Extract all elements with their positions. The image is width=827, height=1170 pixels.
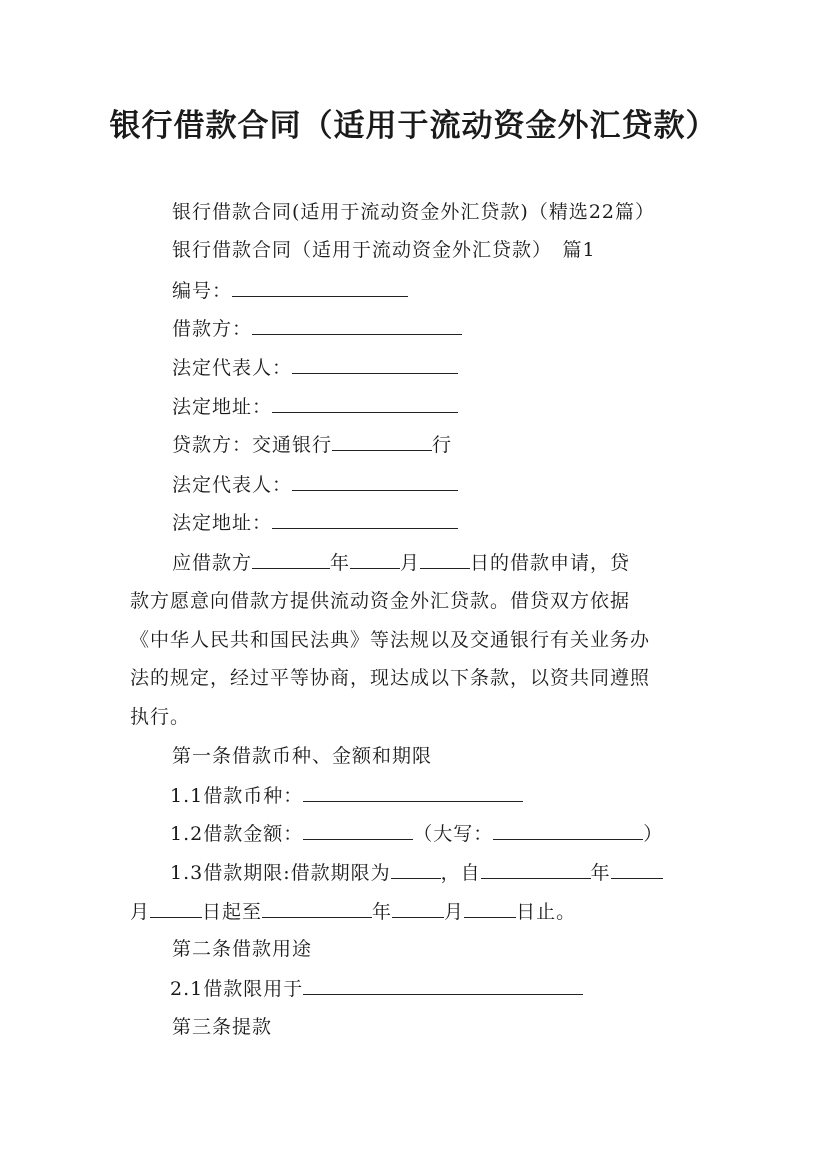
start-year-blank [481, 860, 591, 879]
start-month-label: 月 [130, 901, 151, 923]
borrower-blank [252, 316, 462, 335]
lender-branch-blank [332, 432, 432, 451]
start-day-label: 日起至 [202, 901, 263, 923]
address-blank-2 [272, 510, 458, 529]
term-length-blank [391, 860, 441, 879]
application-name-blank [252, 550, 330, 569]
purpose-label: 2.1借款限用于 [170, 978, 304, 1000]
end-day-blank [464, 899, 516, 918]
address-label-1: 法定地址： [172, 396, 273, 418]
legal-rep-field-2 [172, 472, 458, 497]
start-month-blank [611, 860, 663, 879]
legal-rep-label-2: 法定代表人： [172, 474, 293, 496]
term-from: ，自 [440, 862, 481, 884]
lender-field [172, 432, 452, 457]
intro-line-3: 《中华人民共和国民法典》等法规以及交通银行有关业务办 [130, 629, 651, 651]
address-field-1 [172, 394, 458, 419]
start-year-label: 年 [590, 862, 611, 884]
currency-label: 1.1借款币种： [170, 785, 304, 807]
end-day-label: 日止。 [516, 901, 577, 923]
intro-text: 应借款方 [172, 552, 253, 574]
amount-blank [303, 821, 413, 840]
end-year-blank [262, 899, 372, 918]
currency-blank [303, 783, 523, 802]
application-year-blank [350, 550, 400, 569]
legal-rep-blank-2 [292, 472, 458, 491]
address-label-2: 法定地址： [172, 512, 273, 534]
article-2-heading: 第二条借款用途 [172, 938, 313, 960]
legal-rep-label-1: 法定代表人： [172, 357, 293, 379]
end-month-label: 月 [444, 901, 465, 923]
clause-1-1 [170, 783, 523, 808]
clause-1-3-cont [130, 899, 576, 924]
legal-rep-blank-1 [292, 355, 458, 374]
lender-suffix: 行 [432, 434, 453, 456]
clause-1-3 [170, 860, 663, 885]
legal-rep-field-1 [172, 355, 458, 380]
section-heading: 银行借款合同（适用于流动资金外汇贷款） 篇1 [172, 239, 596, 261]
address-blank-1 [272, 394, 458, 413]
intro-line-4: 法的规定，经过平等协商，现达成以下条款，以资共同遵照 [130, 667, 651, 689]
article-3-heading: 第三条提款 [172, 1016, 273, 1038]
amount-close-paren: ） [643, 823, 664, 845]
number-blank [232, 278, 408, 297]
application-month-blank [420, 550, 470, 569]
intro-day: 日的借款申请，贷 [470, 552, 631, 574]
clause-1-2 [170, 821, 663, 846]
amount-capital-label: （大写： [413, 823, 494, 845]
number-field [172, 278, 408, 303]
term-label: 1.3借款期限:借款期限为 [170, 862, 391, 884]
intro-month: 月 [400, 552, 421, 574]
amount-capital-blank [493, 821, 643, 840]
number-label: 编号： [172, 280, 233, 302]
address-field-2 [172, 510, 458, 535]
lender-label: 贷款方：交通银行 [172, 434, 333, 456]
amount-label: 1.2借款金额： [170, 823, 304, 845]
document-title: 银行借款合同（适用于流动资金外汇贷款） [109, 108, 718, 144]
borrower-field [172, 316, 462, 341]
borrower-label: 借款方： [172, 318, 253, 340]
clause-2-1 [170, 976, 583, 1001]
start-day-blank [150, 899, 202, 918]
article-1-heading: 第一条借款币种、金额和期限 [172, 745, 433, 767]
intro-line-1 [172, 550, 630, 575]
document-subtitle: 银行借款合同(适用于流动资金外汇贷款)（精选22篇） [172, 201, 656, 223]
intro-year: 年 [330, 552, 351, 574]
purpose-blank [303, 976, 583, 995]
intro-line-2: 款方愿意向借款方提供流动资金外汇贷款。借贷双方依据 [130, 590, 631, 612]
end-month-blank [392, 899, 444, 918]
intro-line-5: 执行。 [130, 706, 191, 728]
end-year-label: 年 [372, 901, 393, 923]
